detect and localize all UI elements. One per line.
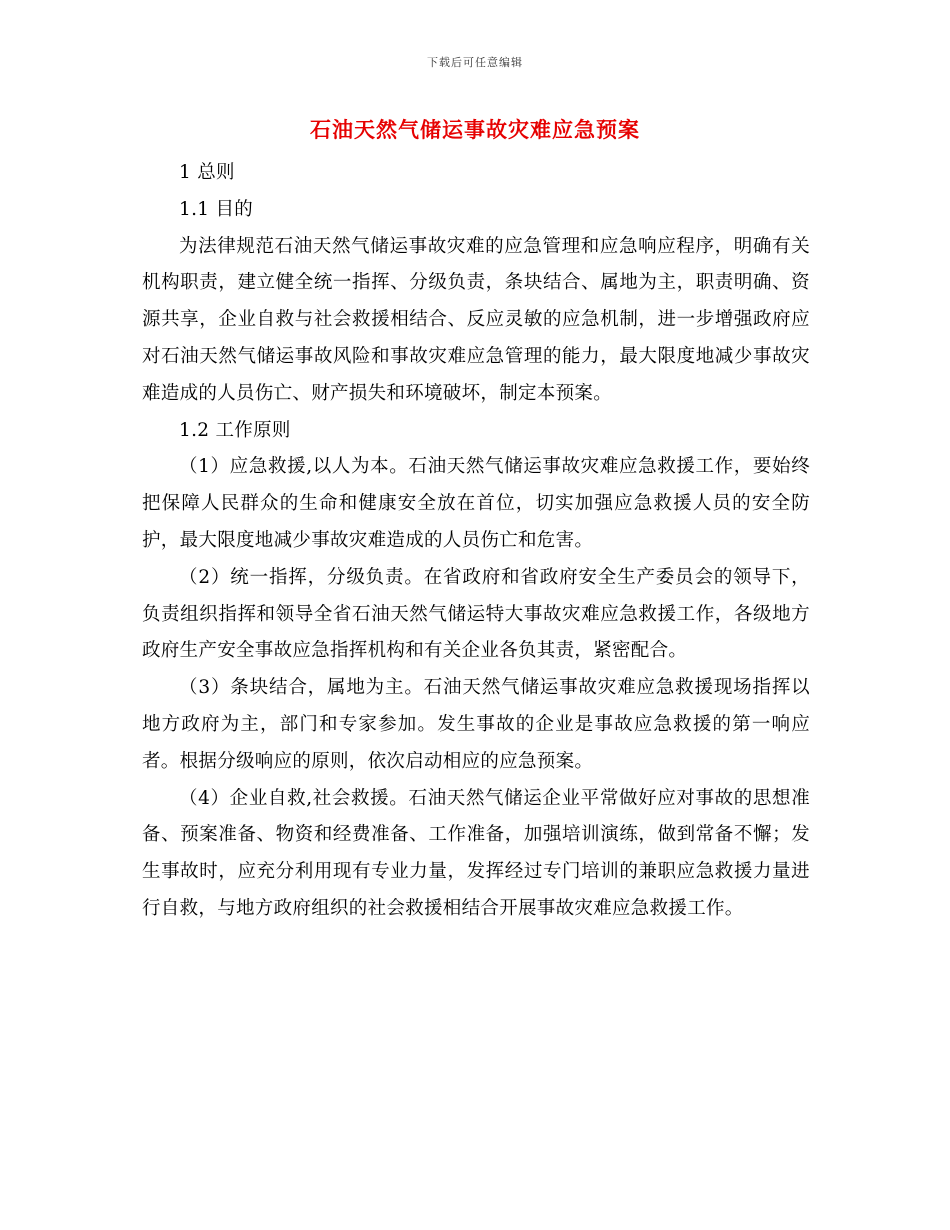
document-title: 石油天然气储运事故灾难应急预案	[310, 117, 640, 142]
subsection-heading-purpose: 1.1 目的	[179, 198, 254, 220]
paragraph-principle-4: （4）企业自救,社会救援。石油天然气储运企业平常做好应对事故的思想准备、预案准备、物资和经费准备、工作准备，加强培训演练，做到常备不懈；发生事故时，应充分利用现有专业力量，发挥经过专门培训的兼职应急救援力量进行自救，与地方政府组织的社会救援相结合开展事故灾难应急救援工作。	[142, 787, 810, 919]
paragraph-principle-1: （1）应急救援,以人为本。石油天然气储运事故灾难应急救援工作，要始终把保障人民群众的生命和健康安全放在首位，切实加强应急救援人员的安全防护，最大限度地减少事故灾难造成的人员伤亡和危害。	[142, 456, 810, 551]
section-heading-general: 1 总则	[179, 162, 235, 183]
paragraph-principle-2: （2）统一指挥，分级负责。在省政府和省政府安全生产委员会的领导下，负责组织指挥和领导全省石油天然气储运特大事故灾难应急救援工作，各级地方政府生产安全事故应急指挥机构和有关企业各负其责，紧密配合。	[142, 566, 810, 662]
paragraph-purpose: 为法律规范石油天然气储运事故灾难的应急管理和应急响应程序，明确有关机构职责，建立健全统一指挥、分级负责，条块结合、属地为主，职责明确、资源共享，企业自救与社会救援相结合、反应灵敏的应急机制，进一步增强政府应对石油天然气储运事故风险和事故灾难应急管理的能力，最大限度地减少事故灾难造成的人员伤亡、财产损失和环境破坏，制定本预案。	[142, 235, 810, 404]
document-body	[142, 155, 810, 928]
subsection-heading-principles: 1.2 工作原则	[179, 419, 291, 441]
paragraph-principle-3: （3）条块结合，属地为主。石油天然气储运事故灾难应急救援现场指挥以地方政府为主，部门和专家参加。发生事故的企业是事故应急救援的第一响应者。根据分级响应的原则，依次启动相应的应急预案。	[142, 677, 810, 772]
page-header-note: 下载后可任意编辑	[427, 56, 523, 69]
